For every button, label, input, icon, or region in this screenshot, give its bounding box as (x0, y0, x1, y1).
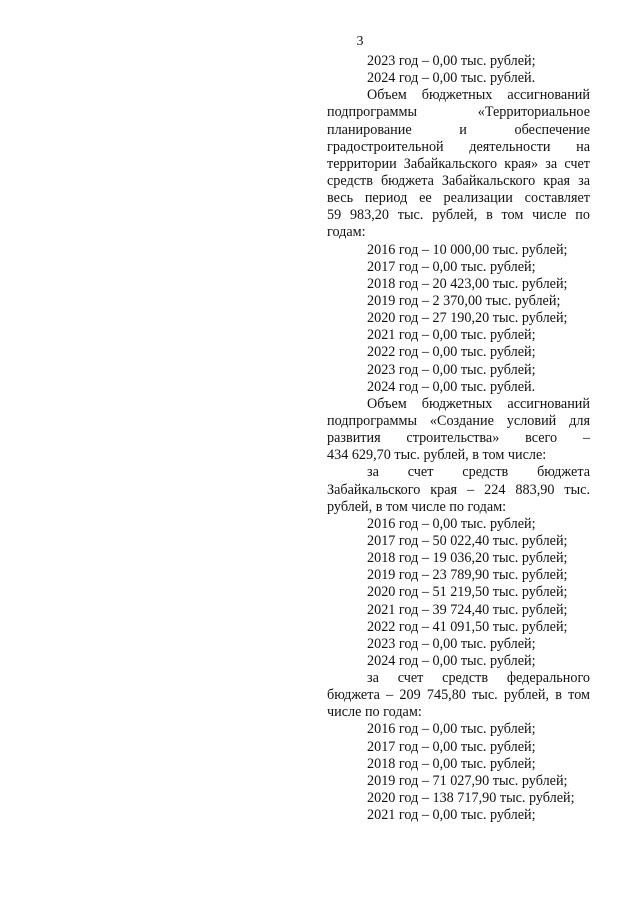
text-line: числе по годам: (327, 704, 422, 721)
text-line: 2017 год – 50 022,40 тыс. рублей; (367, 532, 568, 549)
text-line: 2019 год – 2 370,00 тыс. рублей; (367, 292, 561, 309)
text-line: 2019 год – 71 027,90 тыс. рублей; (367, 772, 568, 789)
text-line: 2021 год – 0,00 тыс. рублей; (367, 807, 536, 824)
text-line: 2023 год – 0,00 тыс. рублей; (367, 53, 536, 69)
text-line: 2018 год – 0,00 тыс. рублей; (367, 755, 536, 772)
text-line: 2022 год – 0,00 тыс. рублей; (367, 344, 536, 361)
text-line: 434 629,70 тыс. рублей, в том числе: (327, 447, 547, 464)
text-line: 2021 год – 0,00 тыс. рублей; (367, 327, 536, 344)
text-line: 2017 год – 0,00 тыс. рублей; (367, 738, 536, 755)
text-line: 2024 год – 0,00 тыс. рублей. (367, 378, 536, 395)
text-line: Объем бюджетных ассигнований (367, 87, 590, 104)
text-line: за счет средств бюджета (367, 464, 590, 481)
text-line: бюджета – 209 745,80 тыс. рублей, в том (327, 687, 590, 704)
text-line: 2024 год – 0,00 тыс. рублей. (367, 70, 536, 87)
text-line: 2016 год – 0,00 тыс. рублей; (367, 515, 536, 532)
text-line: 2016 год – 0,00 тыс. рублей; (367, 721, 536, 738)
text-line: развития строительства» всего – (327, 430, 590, 447)
text-line: рублей, в том числе по годам: (327, 498, 507, 515)
text-line: 2023 год – 0,00 тыс. рублей; (367, 361, 536, 378)
text-line: 2018 год – 20 423,00 тыс. рублей; (367, 275, 568, 292)
text-line: 2020 год – 138 717,90 тыс. рублей; (367, 790, 575, 807)
text-line: годам: (327, 224, 366, 241)
text-line: 2021 год – 39 724,40 тыс. рублей; (367, 601, 568, 618)
text-line: 2017 год – 0,00 тыс. рублей; (367, 258, 536, 275)
page-number: 3 (356, 34, 364, 49)
text-line: 2020 год – 27 190,20 тыс. рублей; (367, 310, 568, 327)
document-text-column (327, 53, 590, 824)
text-line: Объем бюджетных ассигнований (367, 395, 590, 412)
text-line: 59 983,20 тыс. рублей, в том числе по (327, 207, 590, 224)
text-line: 2018 год – 19 036,20 тыс. рублей; (367, 550, 568, 567)
text-line: 2023 год – 0,00 тыс. рублей; (367, 635, 536, 652)
text-line: подпрограммы «Создание условий для (327, 412, 590, 429)
text-line: градостроительной деятельности на (327, 138, 590, 155)
text-line: 2022 год – 41 091,50 тыс. рублей; (367, 618, 568, 635)
text-line: подпрограммы «Территориальное (327, 104, 590, 121)
text-line: 2020 год – 51 219,50 тыс. рублей; (367, 584, 568, 601)
text-line: территории Забайкальского края» за счет (327, 155, 590, 172)
text-line: средств бюджета Забайкальского края за (327, 172, 590, 189)
text-line: за счет средств федерального (367, 670, 590, 687)
text-line: 2024 год – 0,00 тыс. рублей; (367, 652, 536, 669)
text-line: 2016 год – 10 000,00 тыс. рублей; (367, 241, 568, 258)
text-line: 2019 год – 23 789,90 тыс. рублей; (367, 567, 568, 584)
text-line: планирование и обеспечение (327, 121, 590, 138)
text-line: Забайкальского края – 224 883,90 тыс. (327, 481, 590, 498)
text-line: весь период ее реализации составляет (327, 190, 590, 207)
